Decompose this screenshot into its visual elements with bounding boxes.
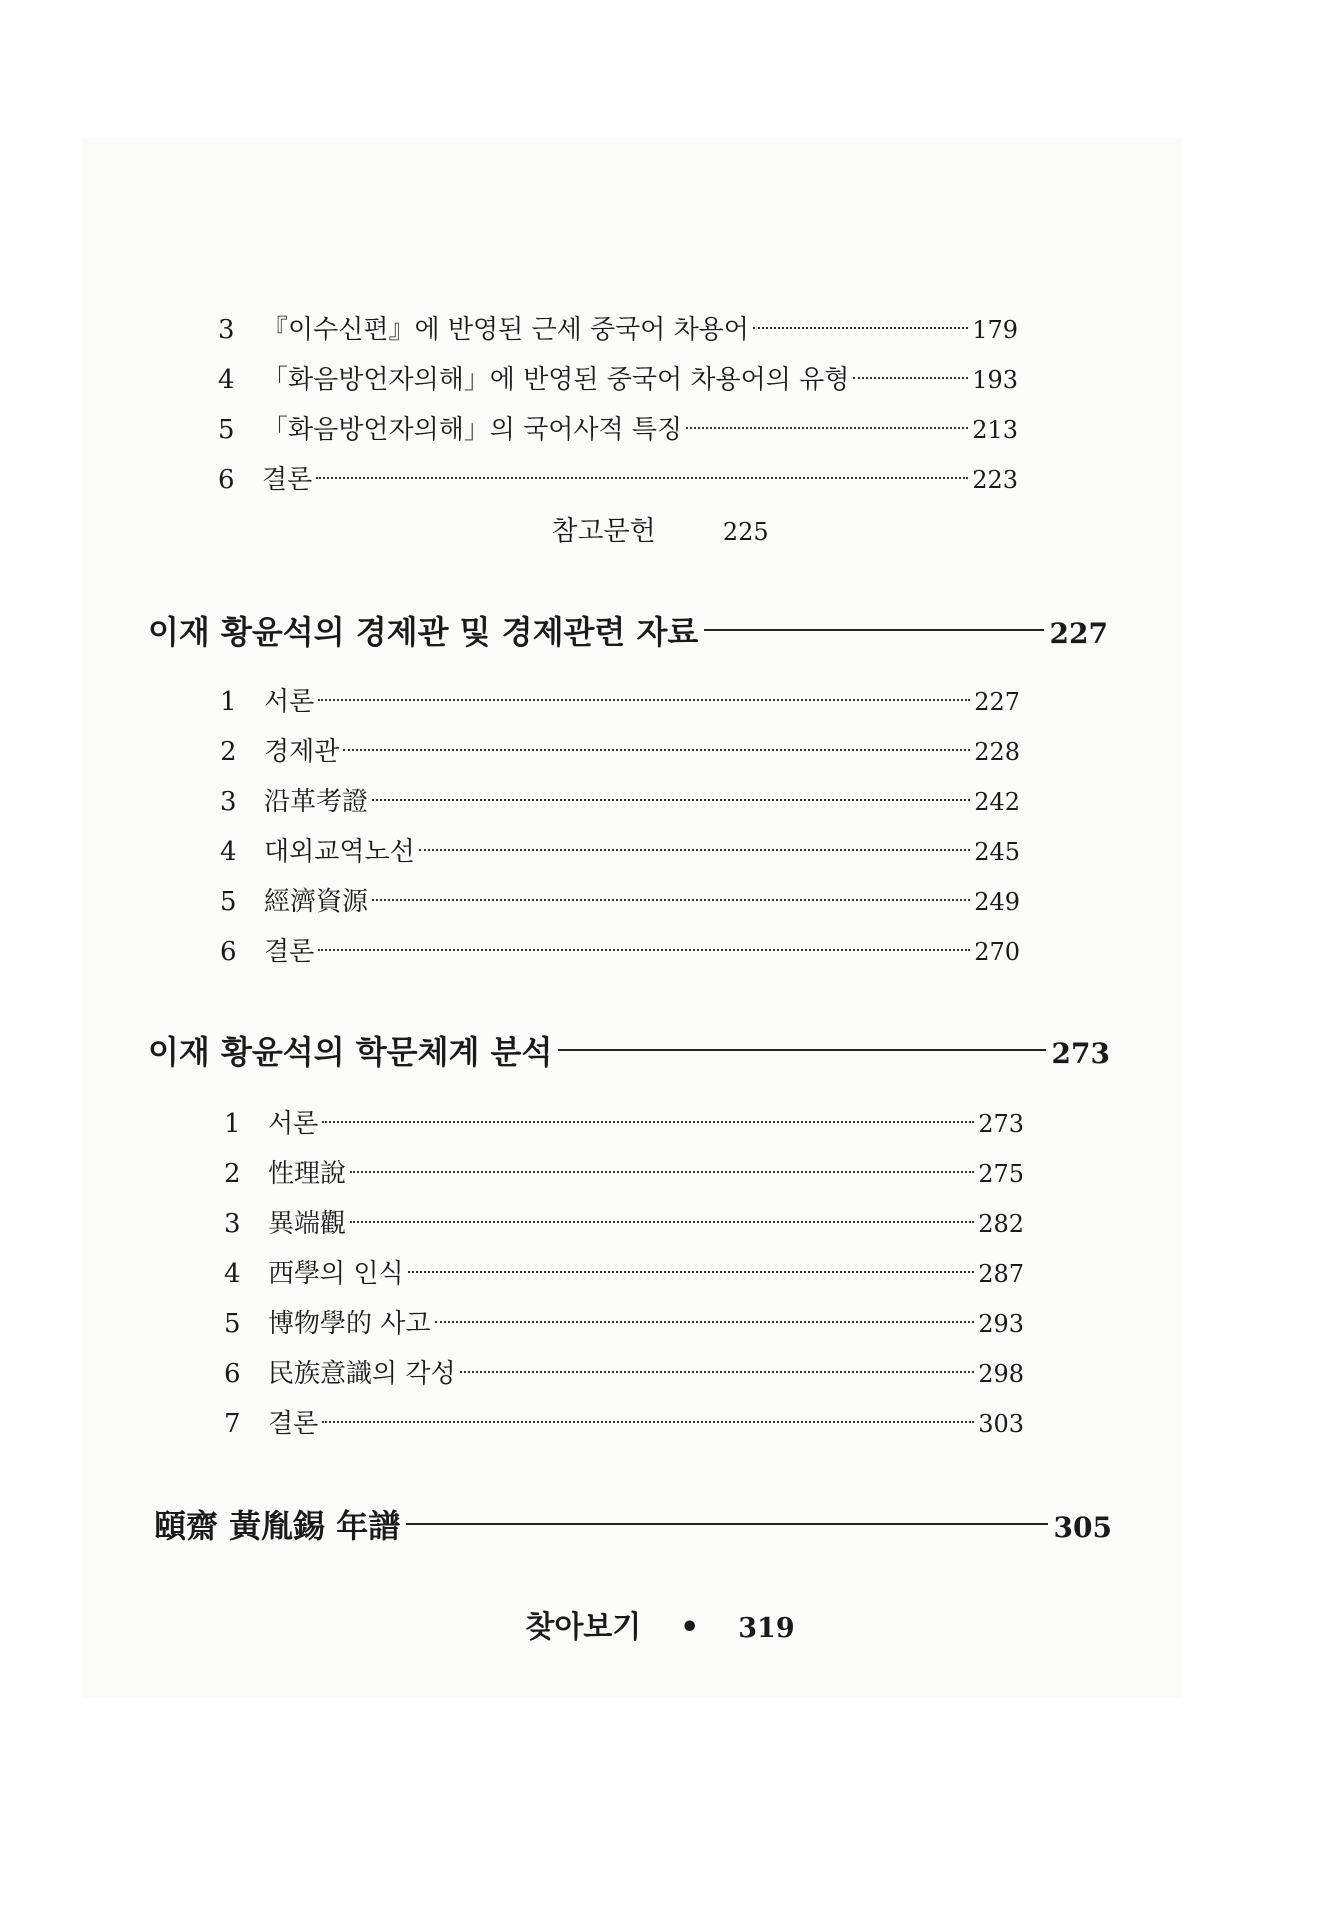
dot-leader xyxy=(853,377,968,379)
toc-entry[interactable] xyxy=(224,1156,1024,1192)
section-page: 227 xyxy=(1049,617,1108,650)
entry-title: 경제관 xyxy=(264,737,340,767)
section-heading[interactable] xyxy=(148,610,1108,654)
entry-page: 273 xyxy=(978,1110,1024,1138)
toc-entry[interactable] xyxy=(218,312,1018,348)
entry-number: 1 xyxy=(224,1109,241,1139)
dot-leader xyxy=(435,1321,975,1323)
entry-page: 270 xyxy=(974,938,1020,966)
entry-page: 249 xyxy=(974,888,1020,916)
entry-number: 4 xyxy=(220,837,237,867)
entry-number: 3 xyxy=(224,1209,241,1239)
dot-leader xyxy=(350,1221,974,1223)
index-entry[interactable] xyxy=(0,1610,1320,1647)
entry-number: 1 xyxy=(220,687,237,717)
toc-entry[interactable] xyxy=(220,684,1020,720)
entry-page: 213 xyxy=(972,416,1018,444)
references-entry[interactable] xyxy=(0,514,1320,550)
dot-leader xyxy=(372,899,970,901)
entry-page: 242 xyxy=(974,788,1020,816)
section-rule xyxy=(704,629,1043,631)
entry-title: 性理說 xyxy=(268,1159,347,1189)
dot-leader xyxy=(350,1171,974,1173)
entry-number: 3 xyxy=(218,315,235,345)
entry-page: 298 xyxy=(978,1360,1024,1388)
toc-entry[interactable] xyxy=(220,884,1020,920)
dot-leader xyxy=(343,749,970,751)
toc-entry[interactable] xyxy=(224,1406,1024,1442)
entry-page: 223 xyxy=(972,466,1018,494)
entry-title: 결론 xyxy=(264,937,315,967)
index-page: 319 xyxy=(738,1613,795,1644)
entry-page: 287 xyxy=(978,1260,1024,1288)
dot-leader xyxy=(318,699,970,701)
references-label: 참고문헌 xyxy=(551,516,656,547)
dot-leader xyxy=(372,799,970,801)
section-heading[interactable] xyxy=(148,1030,1110,1074)
entry-number: 4 xyxy=(218,365,235,395)
entry-number: 5 xyxy=(220,887,237,917)
entry-page: 179 xyxy=(972,316,1018,344)
section-page: 273 xyxy=(1051,1037,1110,1070)
toc-entry[interactable] xyxy=(224,1206,1024,1242)
toc-entry[interactable] xyxy=(224,1106,1024,1142)
section-title: 이재 황윤석의 학문체계 분석 xyxy=(148,1033,553,1071)
entry-number: 6 xyxy=(218,465,235,495)
dot-leader xyxy=(322,1121,974,1123)
entry-page: 193 xyxy=(972,366,1018,394)
dot-leader xyxy=(316,477,968,479)
entry-number: 6 xyxy=(224,1359,241,1389)
toc-entry[interactable] xyxy=(218,412,1018,448)
entry-number: 7 xyxy=(224,1409,241,1439)
entry-page: 227 xyxy=(974,688,1020,716)
section-title: 頤齋 黃胤錫 年譜 xyxy=(154,1507,401,1545)
entry-title: 서론 xyxy=(264,687,315,717)
entry-number: 2 xyxy=(224,1159,241,1189)
entry-number: 2 xyxy=(220,737,237,767)
dot-leader xyxy=(686,427,968,429)
entry-title: 결론 xyxy=(262,465,313,495)
dot-leader xyxy=(318,949,970,951)
toc-entry[interactable] xyxy=(224,1306,1024,1342)
entry-title: 「화음방언자의해」의 국어사적 특징 xyxy=(262,415,683,445)
dot-leader xyxy=(322,1421,974,1423)
entry-number: 5 xyxy=(224,1309,241,1339)
toc-entry[interactable] xyxy=(218,362,1018,398)
section-page: 305 xyxy=(1053,1511,1112,1544)
index-label: 찾아보기 xyxy=(525,1610,642,1645)
entry-title: 대외교역노선 xyxy=(264,837,415,867)
entry-number: 5 xyxy=(218,415,235,445)
entry-title: 『이수신편』에 반영된 근세 중국어 차용어 xyxy=(262,315,749,345)
entry-title: 결론 xyxy=(268,1409,319,1439)
entry-title: 經濟資源 xyxy=(264,887,369,917)
dot-leader xyxy=(753,327,968,329)
entry-title: 서론 xyxy=(268,1109,319,1139)
references-page: 225 xyxy=(722,518,769,546)
entry-number: 6 xyxy=(220,937,237,967)
entry-number: 4 xyxy=(224,1259,241,1289)
entry-title: 「화음방언자의해」에 반영된 중국어 차용어의 유형 xyxy=(262,365,850,395)
toc-entry[interactable] xyxy=(220,934,1020,970)
entry-title: 沿革考證 xyxy=(264,787,369,817)
section-rule xyxy=(406,1523,1047,1525)
section-heading[interactable] xyxy=(154,1504,1112,1548)
entry-page: 293 xyxy=(978,1310,1024,1338)
dot-leader xyxy=(408,1271,975,1273)
toc-entry[interactable] xyxy=(220,734,1020,770)
entry-page: 228 xyxy=(974,738,1020,766)
entry-number: 3 xyxy=(220,787,237,817)
toc-entry[interactable] xyxy=(224,1256,1024,1292)
section-rule xyxy=(558,1049,1045,1051)
entry-title: 民族意識의 각성 xyxy=(268,1359,456,1389)
dot-leader xyxy=(419,849,970,851)
toc-entry[interactable] xyxy=(220,834,1020,870)
entry-title: 異端觀 xyxy=(268,1209,347,1239)
entry-title: 西學의 인식 xyxy=(268,1259,404,1289)
entry-page: 282 xyxy=(978,1210,1024,1238)
dot-leader xyxy=(460,1371,975,1373)
entry-page: 275 xyxy=(978,1160,1024,1188)
section-title: 이재 황윤석의 경제관 및 경제관련 자료 xyxy=(148,613,699,651)
toc-entry[interactable] xyxy=(218,462,1018,498)
entry-page: 303 xyxy=(978,1410,1024,1438)
entry-title: 博物學的 사고 xyxy=(268,1309,431,1339)
toc-entry[interactable] xyxy=(220,784,1020,820)
toc-entry[interactable] xyxy=(224,1356,1024,1392)
entry-page: 245 xyxy=(974,838,1020,866)
index-separator: • xyxy=(680,1610,700,1645)
